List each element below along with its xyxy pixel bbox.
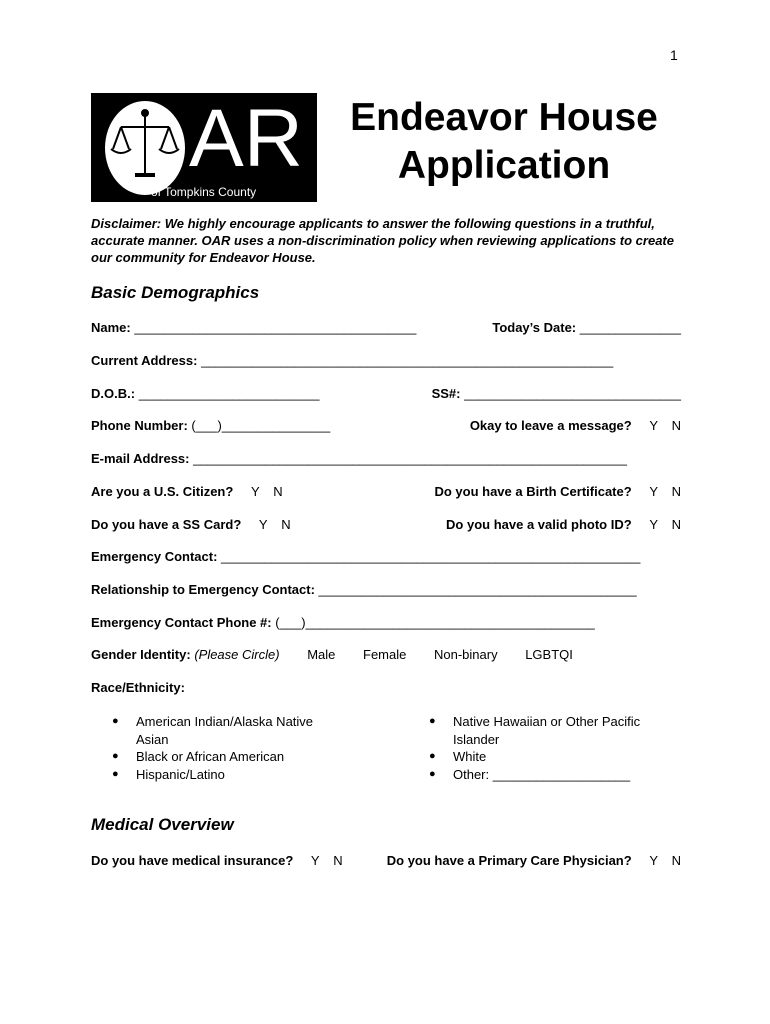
gender-option-lgbtqi[interactable]: LGBTQI <box>525 647 573 662</box>
birth-certificate-label: Do you have a Birth Certificate? <box>434 484 632 499</box>
citizen-row <box>91 484 681 502</box>
name-field[interactable]: _______________________________________ <box>134 320 417 335</box>
ss-card-no[interactable]: N <box>281 517 291 532</box>
gender-option-female[interactable]: Female <box>363 647 407 662</box>
logo-subtitle: of Tompkins County <box>151 185 257 199</box>
ss-label: SS#: <box>431 386 461 401</box>
race-option-other[interactable]: ● Other: ___________________ <box>429 766 669 784</box>
race-option-native-hawaiian-line1: Native Hawaiian or Other Pacific <box>453 714 641 729</box>
physician-label: Do you have a Primary Care Physician? <box>386 853 632 868</box>
photo-id-no[interactable]: N <box>671 517 681 532</box>
race-option-native-hawaiian-line2: Islander <box>453 731 500 747</box>
emergency-phone-label: Emergency Contact Phone #: <box>91 615 272 630</box>
dob-label: D.O.B.: <box>91 386 136 401</box>
race-option-black[interactable]: ● Black or African American <box>112 748 352 766</box>
citizen-label: Are you a U.S. Citizen? <box>91 484 234 499</box>
address-row <box>91 353 681 371</box>
phone-label: Phone Number: <box>91 418 188 433</box>
medical-overview-heading: Medical Overview <box>91 815 234 834</box>
todays-date-label: Today’s Date: <box>492 320 577 335</box>
race-option-american-indian[interactable]: ● American Indian/Alaska Native <box>112 713 352 731</box>
emergency-phone-row <box>91 615 681 633</box>
logo-letters: AR <box>189 93 303 184</box>
address-field[interactable]: _________________________________________________________ <box>201 353 614 368</box>
ss-field[interactable]: ______________________________ <box>464 386 681 401</box>
race-option-native-hawaiian[interactable] <box>429 713 669 748</box>
relationship-field[interactable]: ____________________________________________ <box>318 582 637 597</box>
email-row <box>91 451 681 469</box>
title-line-1: Endeavor House <box>350 96 658 139</box>
emergency-contact-label: Emergency Contact: <box>91 549 218 564</box>
birth-certificate-no[interactable]: N <box>671 484 681 499</box>
insurance-label: Do you have medical insurance? <box>91 853 294 868</box>
dob-field[interactable]: _________________________ <box>138 386 320 401</box>
race-options-right <box>429 713 669 783</box>
ss-card-yes[interactable]: Y <box>258 517 268 532</box>
phone-field[interactable]: (___)_______________ <box>191 418 331 433</box>
medical-row <box>91 853 681 871</box>
photo-id-label: Do you have a valid photo ID? <box>446 517 632 532</box>
address-label: Current Address: <box>91 353 198 368</box>
race-option-asian[interactable]: Asian <box>136 731 169 747</box>
emergency-contact-row <box>91 549 681 567</box>
birth-certificate-yes[interactable]: Y <box>649 484 658 499</box>
name-row <box>91 320 681 338</box>
title-line-2: Application <box>397 144 611 187</box>
relationship-row <box>91 582 681 600</box>
name-label: Name: <box>91 320 131 335</box>
page-title <box>330 94 678 190</box>
insurance-no[interactable]: N <box>333 853 343 868</box>
leave-message-label: Okay to leave a message? <box>469 418 632 433</box>
gender-option-male[interactable]: Male <box>307 647 336 662</box>
emergency-contact-field[interactable]: __________________________________________________________ <box>221 549 641 564</box>
leave-message-no[interactable]: N <box>671 418 681 433</box>
email-label: E-mail Address: <box>91 451 190 466</box>
race-label-row <box>91 680 681 698</box>
emergency-phone-field[interactable]: (___)________________________________________ <box>275 615 595 630</box>
citizen-no[interactable]: N <box>273 484 283 499</box>
page-number: 1 <box>670 47 678 63</box>
gender-label: Gender Identity: <box>91 647 191 662</box>
race-label: Race/Ethnicity: <box>91 680 185 695</box>
physician-no[interactable]: N <box>671 853 681 868</box>
relationship-label: Relationship to Emergency Contact: <box>91 582 315 597</box>
basic-demographics-heading: Basic Demographics <box>91 283 260 302</box>
phone-row <box>91 418 681 436</box>
dob-ss-row <box>91 386 681 404</box>
insurance-yes[interactable]: Y <box>310 853 320 868</box>
citizen-yes[interactable]: Y <box>250 484 260 499</box>
ss-card-label: Do you have a SS Card? <box>91 517 242 532</box>
email-field[interactable]: ____________________________________________________________ <box>193 451 627 466</box>
race-options-left <box>112 713 352 783</box>
ss-card-row <box>91 517 681 535</box>
gender-option-non-binary[interactable]: Non-binary <box>433 647 498 662</box>
race-option-white[interactable]: ● White <box>429 748 669 766</box>
gender-note: (Please Circle) <box>194 647 280 662</box>
oar-logo <box>91 93 317 202</box>
todays-date-field[interactable]: ______________ <box>579 320 681 335</box>
photo-id-yes[interactable]: Y <box>649 517 658 532</box>
logo-since-text: Since 1975 <box>125 181 151 187</box>
race-option-hispanic[interactable]: ● Hispanic/Latino <box>112 766 352 784</box>
gender-row <box>91 647 681 665</box>
leave-message-yes[interactable]: Y <box>649 418 658 433</box>
physician-yes[interactable]: Y <box>649 853 658 868</box>
disclaimer: Disclaimer: We highly encourage applicants to answer the following questions in a truthful, accurate manner. OAR uses a non-discrimination policy when reviewing applications to create our community for Endeavor House. <box>91 216 674 265</box>
